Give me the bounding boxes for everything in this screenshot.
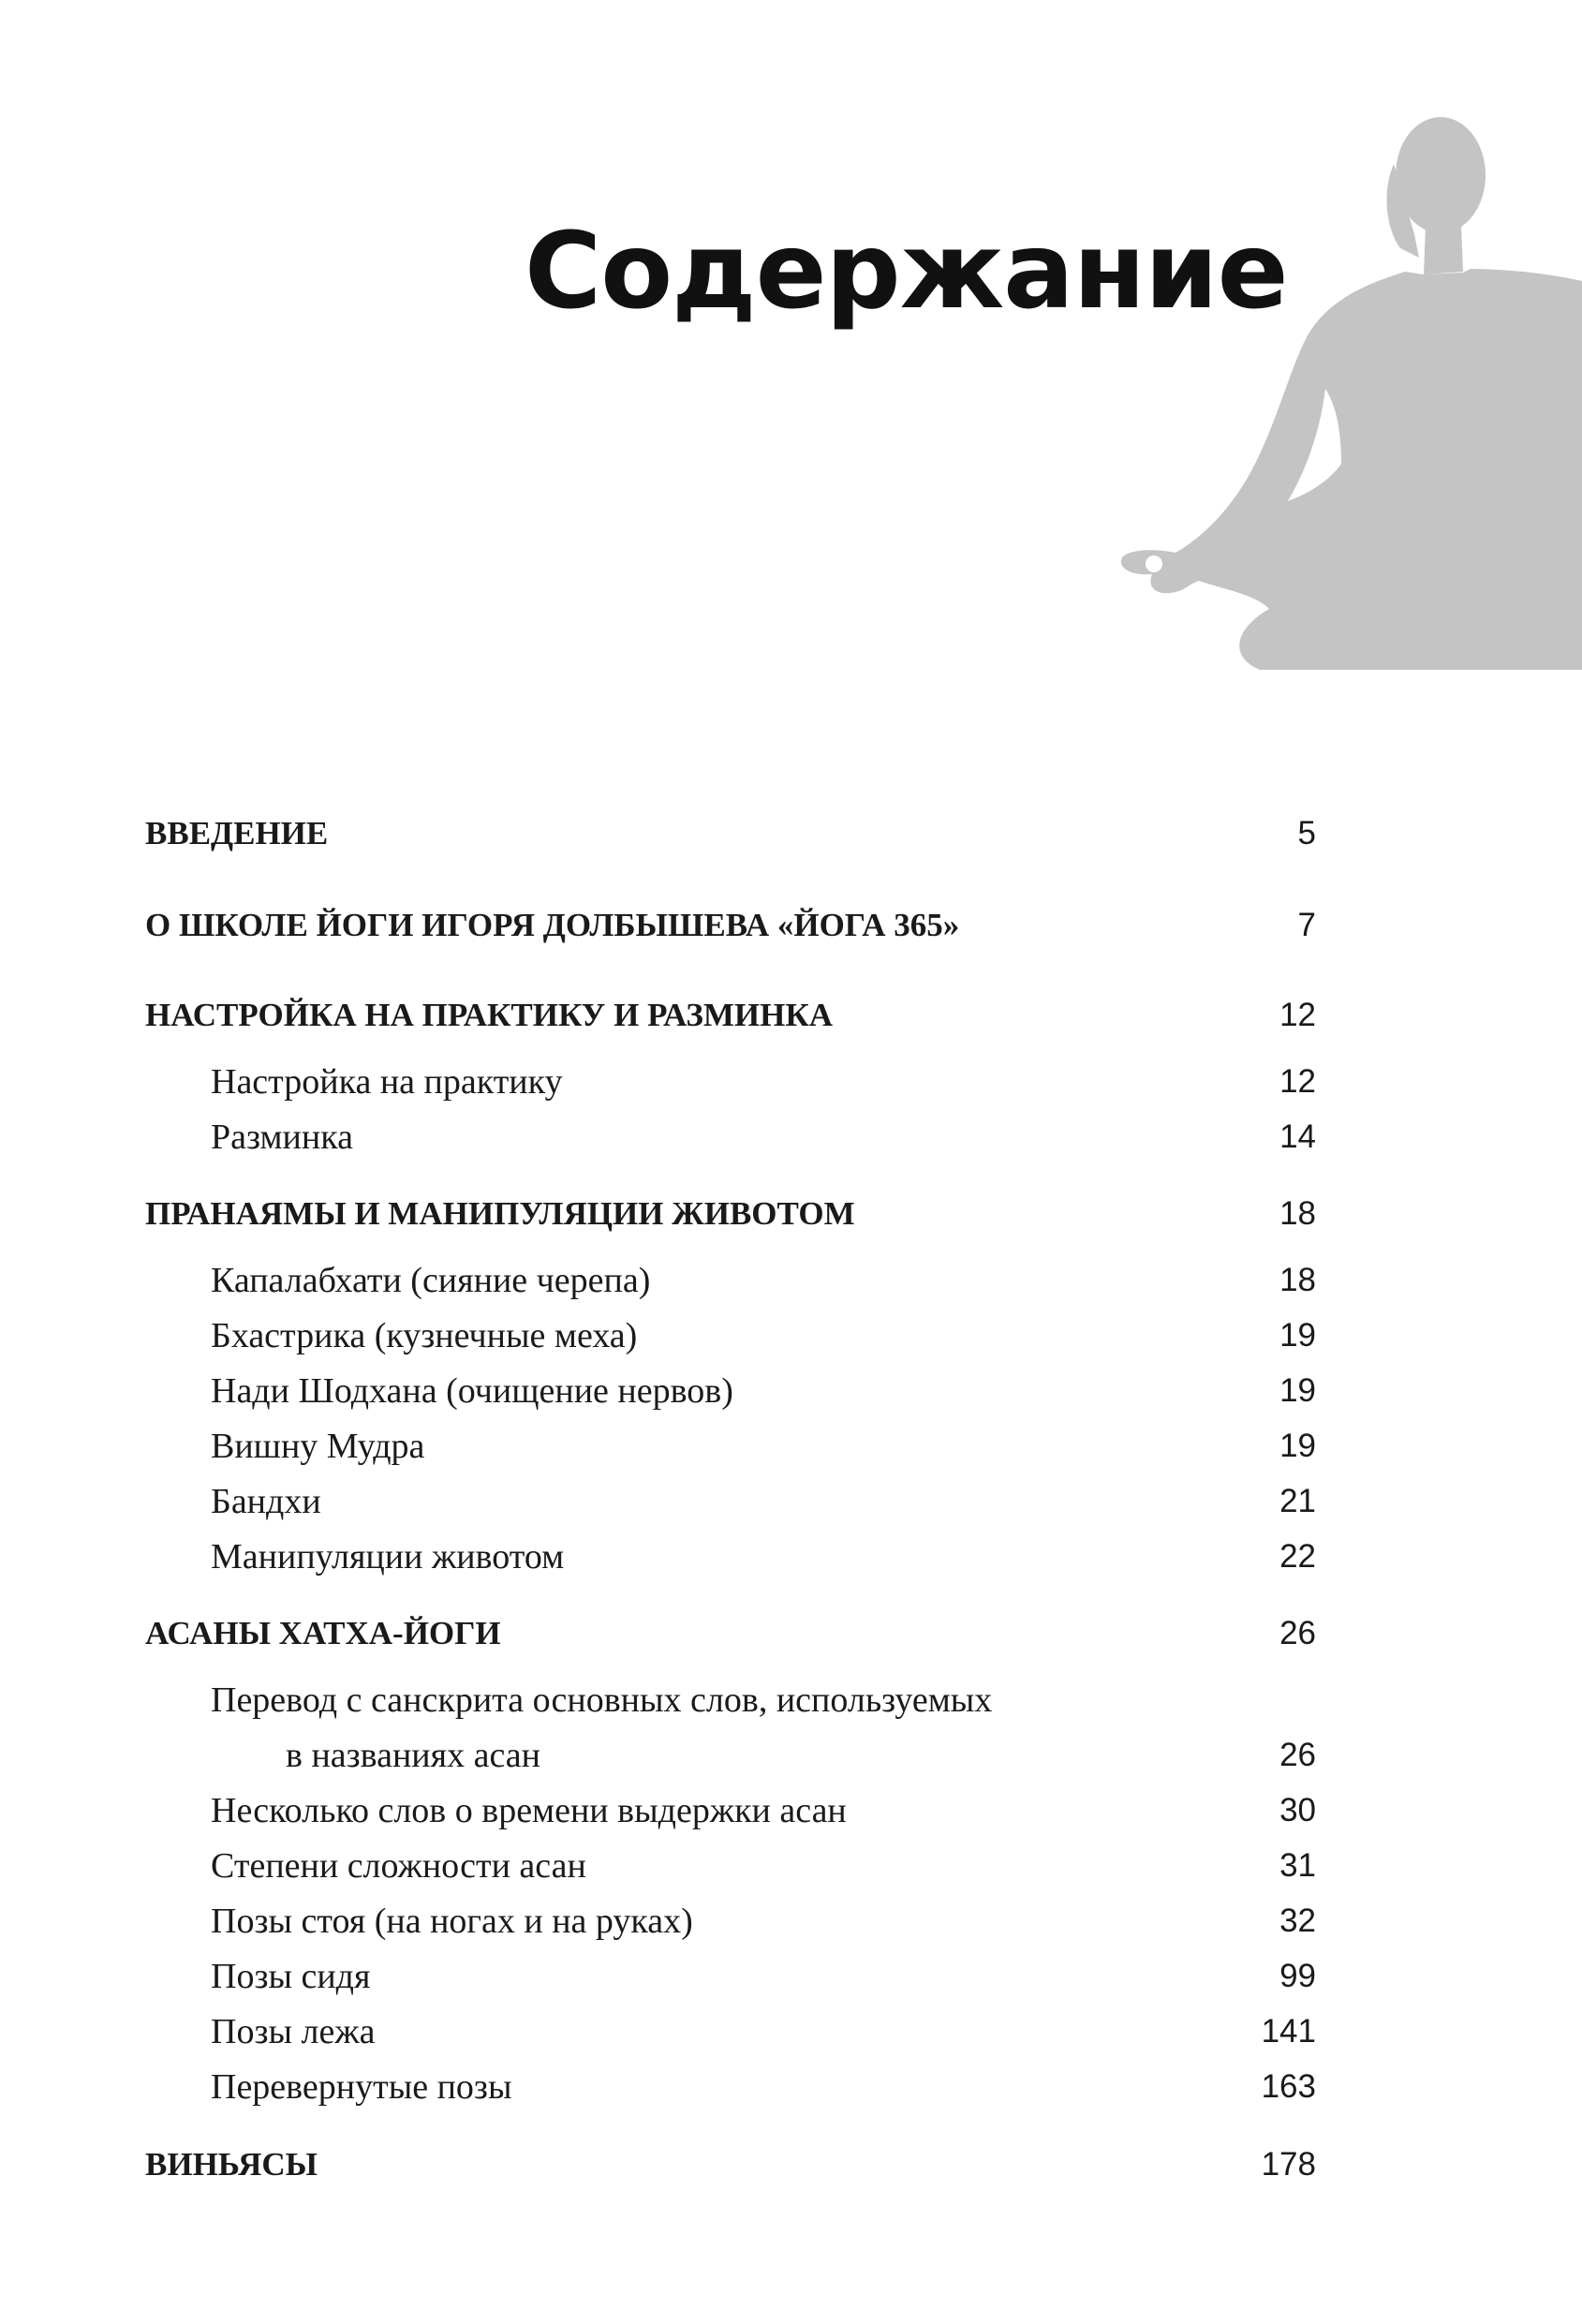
toc-subsection-label: Разминка xyxy=(211,1118,353,1157)
toc-subsection-label: Несколько слов о времени выдержки асан xyxy=(211,1791,847,1830)
toc-page-number: 163 xyxy=(1261,2068,1316,2105)
toc-page-number: 19 xyxy=(1279,1372,1316,1409)
toc-section-label: О ШКОЛЕ ЙОГИ ИГОРЯ ДОЛБЫШЕВА «ЙОГА 365» xyxy=(145,907,960,943)
toc-subsection-row[interactable] xyxy=(145,1672,1316,1728)
toc-page-number: 19 xyxy=(1279,1428,1316,1464)
toc-subsection-row[interactable] xyxy=(145,1109,1316,1165)
toc-page-number: 99 xyxy=(1279,1958,1316,1994)
toc-subsection-row[interactable] xyxy=(145,1838,1316,1894)
toc-page-number: 7 xyxy=(1297,907,1316,943)
toc-page-number: 18 xyxy=(1279,1262,1316,1298)
toc-subsection-label: Бандхи xyxy=(211,1482,321,1521)
toc-subsection-row[interactable] xyxy=(145,1783,1316,1839)
toc-page-number: 22 xyxy=(1279,1538,1316,1575)
toc-subsection-row[interactable] xyxy=(145,1473,1316,1530)
toc-subsection-label: Степени сложности асан xyxy=(211,1846,586,1886)
toc-subsection-row[interactable] xyxy=(145,1948,1316,2005)
toc-subsection-label: Вишну Мудра xyxy=(211,1427,425,1466)
toc-page-number: 31 xyxy=(1279,1847,1316,1884)
toc-section-label: НАСТРОЙКА НА ПРАКТИКУ И РАЗМИНКА xyxy=(145,997,834,1033)
toc-section-row[interactable] xyxy=(145,987,1316,1044)
toc-section-label: ВИНЬЯСЫ xyxy=(145,2146,318,2183)
toc-section-label: ПРАНАЯМЫ И МАНИПУЛЯЦИИ ЖИВОТОМ xyxy=(145,1195,855,1232)
toc-section-row[interactable] xyxy=(145,1186,1316,1242)
toc-subsection-label: Капалабхати (сияние черепа) xyxy=(211,1261,651,1300)
toc-page-number: 12 xyxy=(1279,1063,1316,1100)
toc-page-number: 141 xyxy=(1261,2013,1316,2050)
toc-section-label: ВВЕДЕНИЕ xyxy=(145,815,329,851)
toc-section-row[interactable] xyxy=(145,897,1316,954)
toc-subsection-label: Перевод с санскрита основных слов, используемых xyxy=(211,1680,993,1720)
toc-subsection-row[interactable] xyxy=(145,2004,1316,2060)
toc-section-row[interactable] xyxy=(145,2137,1316,2193)
toc-page-number: 26 xyxy=(1279,1737,1316,1773)
toc-section-label: АСАНЫ ХАТХА-ЙОГИ xyxy=(145,1615,501,1651)
toc-subsection-label: Позы лежа xyxy=(211,2012,376,2051)
toc-subsection-label: Позы стоя (на ногах и на руках) xyxy=(211,1902,693,1941)
toc-page-number: 26 xyxy=(1279,1615,1316,1651)
toc-subsection-label: Бхастрика (кузнечные меха) xyxy=(211,1316,638,1355)
toc-page-number: 178 xyxy=(1261,2146,1316,2183)
toc-subsection-label: Манипуляции животом xyxy=(211,1537,565,1576)
toc-subsection-row[interactable] xyxy=(145,1529,1316,1585)
toc-page-number: 32 xyxy=(1279,1902,1316,1939)
toc-section-row[interactable] xyxy=(145,1606,1316,1662)
toc-subsection-label: в названиях асан xyxy=(286,1736,541,1775)
toc-subsection-label: Перевернутые позы xyxy=(211,2067,512,2107)
toc-subsection-row[interactable] xyxy=(145,2059,1316,2115)
page-title: Содержание xyxy=(525,211,1288,333)
toc-page-number: 30 xyxy=(1279,1792,1316,1828)
toc-page-number: 19 xyxy=(1279,1317,1316,1354)
toc-page-number: 5 xyxy=(1297,815,1316,851)
toc-page-number: 18 xyxy=(1279,1195,1316,1232)
toc-page-number: 14 xyxy=(1279,1118,1316,1155)
toc-subsection-label: Настройка на практику xyxy=(211,1062,563,1102)
toc-subsection-row[interactable] xyxy=(145,1252,1316,1309)
toc-page-number: 21 xyxy=(1279,1483,1316,1519)
table-of-contents xyxy=(145,0,1316,2324)
toc-subsection-row[interactable] xyxy=(145,1054,1316,1110)
toc-subsection-label: Позы сидя xyxy=(211,1957,371,1996)
toc-subsection-row[interactable] xyxy=(145,1418,1316,1474)
toc-subsection-row[interactable] xyxy=(145,1363,1316,1419)
toc-page-number: 12 xyxy=(1279,997,1316,1033)
toc-section-row[interactable] xyxy=(145,806,1316,862)
toc-subsection-row[interactable] xyxy=(145,1308,1316,1364)
toc-subsection-continuation-row[interactable] xyxy=(145,1727,1316,1784)
toc-subsection-row[interactable] xyxy=(145,1893,1316,1949)
toc-subsection-label: Нади Шодхана (очищение нервов) xyxy=(211,1371,733,1411)
